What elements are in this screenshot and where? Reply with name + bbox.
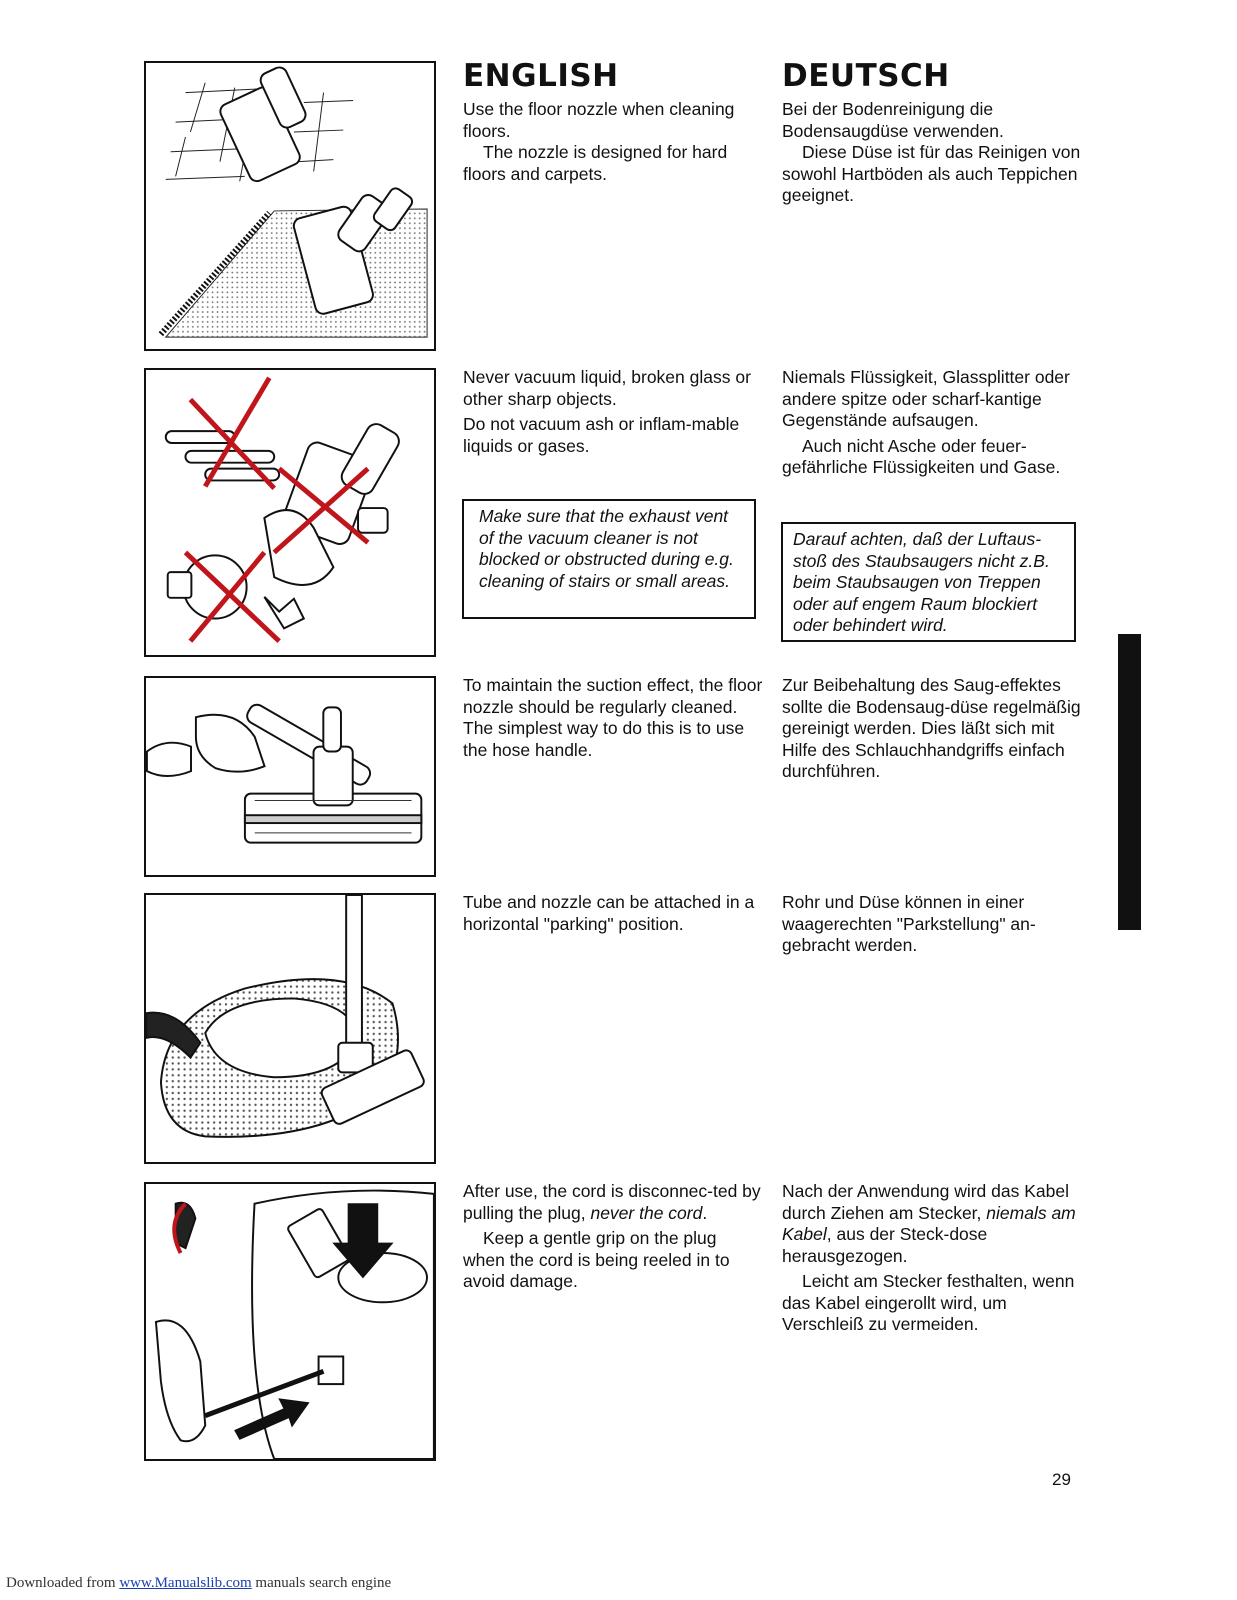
download-footer bbox=[6, 1575, 391, 1592]
paragraph: Niemals Flüssigkeit, Glassplitter oder andere spitze oder scharf-kantige Gegenstände aufsaugen. bbox=[782, 367, 1070, 430]
paragraph: Rohr und Düse können in einer waagerechten "Parkstellung" an-gebracht werden. bbox=[782, 892, 1036, 955]
text-run: , aus der Steck-dose herausgezogen. bbox=[782, 1224, 988, 1266]
section-2-deutsch bbox=[782, 367, 1082, 479]
paragraph: Keep a gentle grip on the plug when the cord is being reeled in to avoid damage. bbox=[463, 1228, 730, 1291]
section-1-deutsch bbox=[782, 99, 1082, 207]
paragraph: Do not vacuum ash or inflam-mable liquids or gases. bbox=[463, 414, 740, 456]
paragraph: Bei der Bodenreinigung die Bodensaugdüse verwenden. bbox=[782, 99, 1004, 141]
text-run: . bbox=[702, 1202, 708, 1223]
paragraph: Use the floor nozzle when cleaning floors. bbox=[463, 99, 735, 141]
parking-position-illustration bbox=[144, 893, 436, 1164]
section-tab-marker bbox=[1118, 634, 1141, 930]
paragraph: Zur Beibehaltung des Saug-effektes sollte die Bodensaug-düse regelmäßig gereinigt werden. Dies läßt sich mit Hilfe des Schlauchhandgriffs einfach durchführen. bbox=[782, 675, 1081, 781]
footer-prefix: Downloaded from bbox=[6, 1575, 120, 1591]
manualslib-link[interactable]: www.Manualslib.com bbox=[119, 1575, 252, 1591]
exhaust-note-deutsch: Darauf achten, daß der Luftaus-stoß des Staubsaugers nicht z.B. beim Staubsaugen von Treppen oder auf engem Raum blockiert oder behindert wird. bbox=[781, 522, 1076, 642]
text-run: Nach der Anwendung wird das Kabel durch Ziehen am Stecker, bbox=[782, 1181, 1069, 1223]
section-4-english bbox=[463, 892, 763, 935]
page-number: 29 bbox=[1052, 1470, 1071, 1489]
floor-nozzle-illustration bbox=[144, 61, 436, 351]
paragraph: Diese Düse ist für das Reinigen von sowohl Hartböden als auch Teppichen geeignet. bbox=[782, 142, 1081, 205]
section-3-english bbox=[463, 675, 763, 761]
section-2-english bbox=[463, 367, 763, 457]
deutsch-heading: DEUTSCH bbox=[782, 58, 950, 94]
nozzle-cleaning-illustration bbox=[144, 676, 436, 877]
paragraph: Never vacuum liquid, broken glass or other sharp objects. bbox=[463, 367, 751, 409]
paragraph: The nozzle is designed for hard floors and carpets. bbox=[463, 142, 728, 184]
paragraph bbox=[782, 1181, 1082, 1267]
footer-suffix: manuals search engine bbox=[251, 1575, 392, 1591]
section-4-deutsch bbox=[782, 892, 1082, 957]
prohibited-items-illustration bbox=[144, 368, 436, 657]
section-5-deutsch bbox=[782, 1181, 1082, 1336]
cord-rewind-illustration bbox=[144, 1182, 436, 1461]
paragraph: Tube and nozzle can be attached in a horizontal "parking" position. bbox=[463, 892, 755, 934]
section-3-deutsch bbox=[782, 675, 1082, 783]
paragraph bbox=[463, 1181, 763, 1224]
exhaust-note-english: Make sure that the exhaust vent of the vacuum cleaner is not blocked or obstructed during e.g. cleaning of stairs or small areas. bbox=[462, 499, 756, 619]
section-1-english bbox=[463, 99, 763, 185]
english-heading: ENGLISH bbox=[463, 58, 619, 94]
paragraph: Auch nicht Asche oder feuer-gefährliche Flüssigkeiten und Gase. bbox=[782, 435, 1061, 477]
section-5-english bbox=[463, 1181, 763, 1293]
emphasis: niemals am Kabel bbox=[782, 1202, 1076, 1244]
text-run: After use, the cord is disconnec-ted by pulling the plug, bbox=[463, 1181, 761, 1223]
paragraph: Leicht am Stecker festhalten, wenn das Kabel eingerollt wird, um Verschleiß zu vermeiden. bbox=[782, 1271, 1075, 1334]
emphasis: never the cord bbox=[590, 1202, 703, 1223]
paragraph: To maintain the suction effect, the floor nozzle should be regularly cleaned. The simplest way to do this is to use the hose handle. bbox=[463, 675, 763, 760]
